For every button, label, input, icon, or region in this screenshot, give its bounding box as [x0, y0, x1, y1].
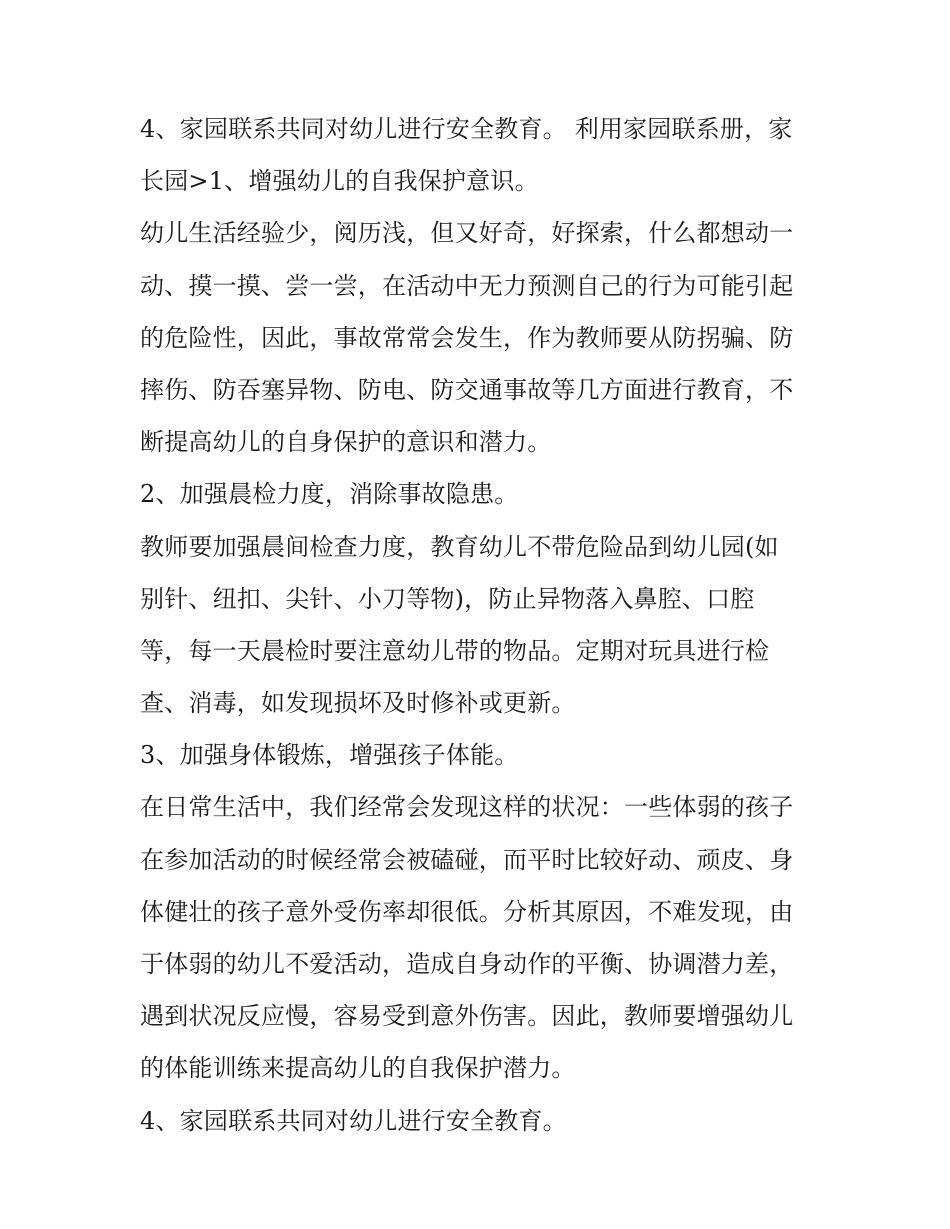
- text-line: 在参加活动的时候经常会被磕碰，而平时比较好动、顽皮、身: [140, 845, 794, 874]
- text-line: 别针、纽扣、尖针、小刀等物)，防止异物落入鼻腔、口腔: [140, 584, 755, 613]
- text-line: 4、家园联系共同对幼儿进行安全教育。 利用家园联系册，家: [140, 115, 793, 143]
- section-heading: 2、加强晨检力度，消除事故隐患。: [140, 480, 519, 509]
- text-line: 动、摸一摸、尝一尝，在活动中无力预测自己的行为可能引起: [140, 271, 794, 300]
- text-line: 断提高幼儿的自身保护的意识和潜力。: [140, 428, 552, 457]
- text-line: 的危险性，因此，事故常常会发生，作为教师要从防拐骗、防: [140, 323, 794, 352]
- document-page: [140, 103, 820, 1147]
- text-line: 查、消毒，如发现损坏及时修补或更新。: [140, 689, 576, 718]
- text-line: 在日常生活中，我们经常会发现这样的状况：一些体弱的孩子: [140, 793, 794, 822]
- text-line: 于体弱的幼儿不爱活动，造成自身动作的平衡、协调潜力差，: [140, 950, 794, 978]
- section-heading: 3、加强身体锻炼，增强孩子体能。: [140, 741, 519, 770]
- text-line: 幼儿生活经验少，阅历浅，但又好奇，好探索，什么都想动一: [140, 219, 794, 248]
- text-line: 长园>1、增强幼儿的自我保护意识。: [140, 167, 539, 196]
- section-heading: 4、家园联系共同对幼儿进行安全教育。: [140, 1106, 567, 1135]
- text-line: 教师要加强晨间检查力度，教育幼儿不带危险品到幼儿园(如: [140, 532, 779, 561]
- text-line: 等，每一天晨检时要注意幼儿带的物品。定期对玩具进行检: [140, 636, 770, 665]
- text-line: 摔伤、防吞塞异物、防电、防交通事故等几方面进行教育，不: [140, 375, 794, 404]
- text-line: 体健壮的孩子意外受伤率却很低。分析其原因，不难发现，由: [140, 897, 794, 926]
- text-line: 的体能训练来提高幼儿的自我保护潜力。: [140, 1054, 576, 1083]
- text-line: 遇到状况反应慢，容易受到意外伤害。因此，教师要增强幼儿: [140, 1002, 794, 1031]
